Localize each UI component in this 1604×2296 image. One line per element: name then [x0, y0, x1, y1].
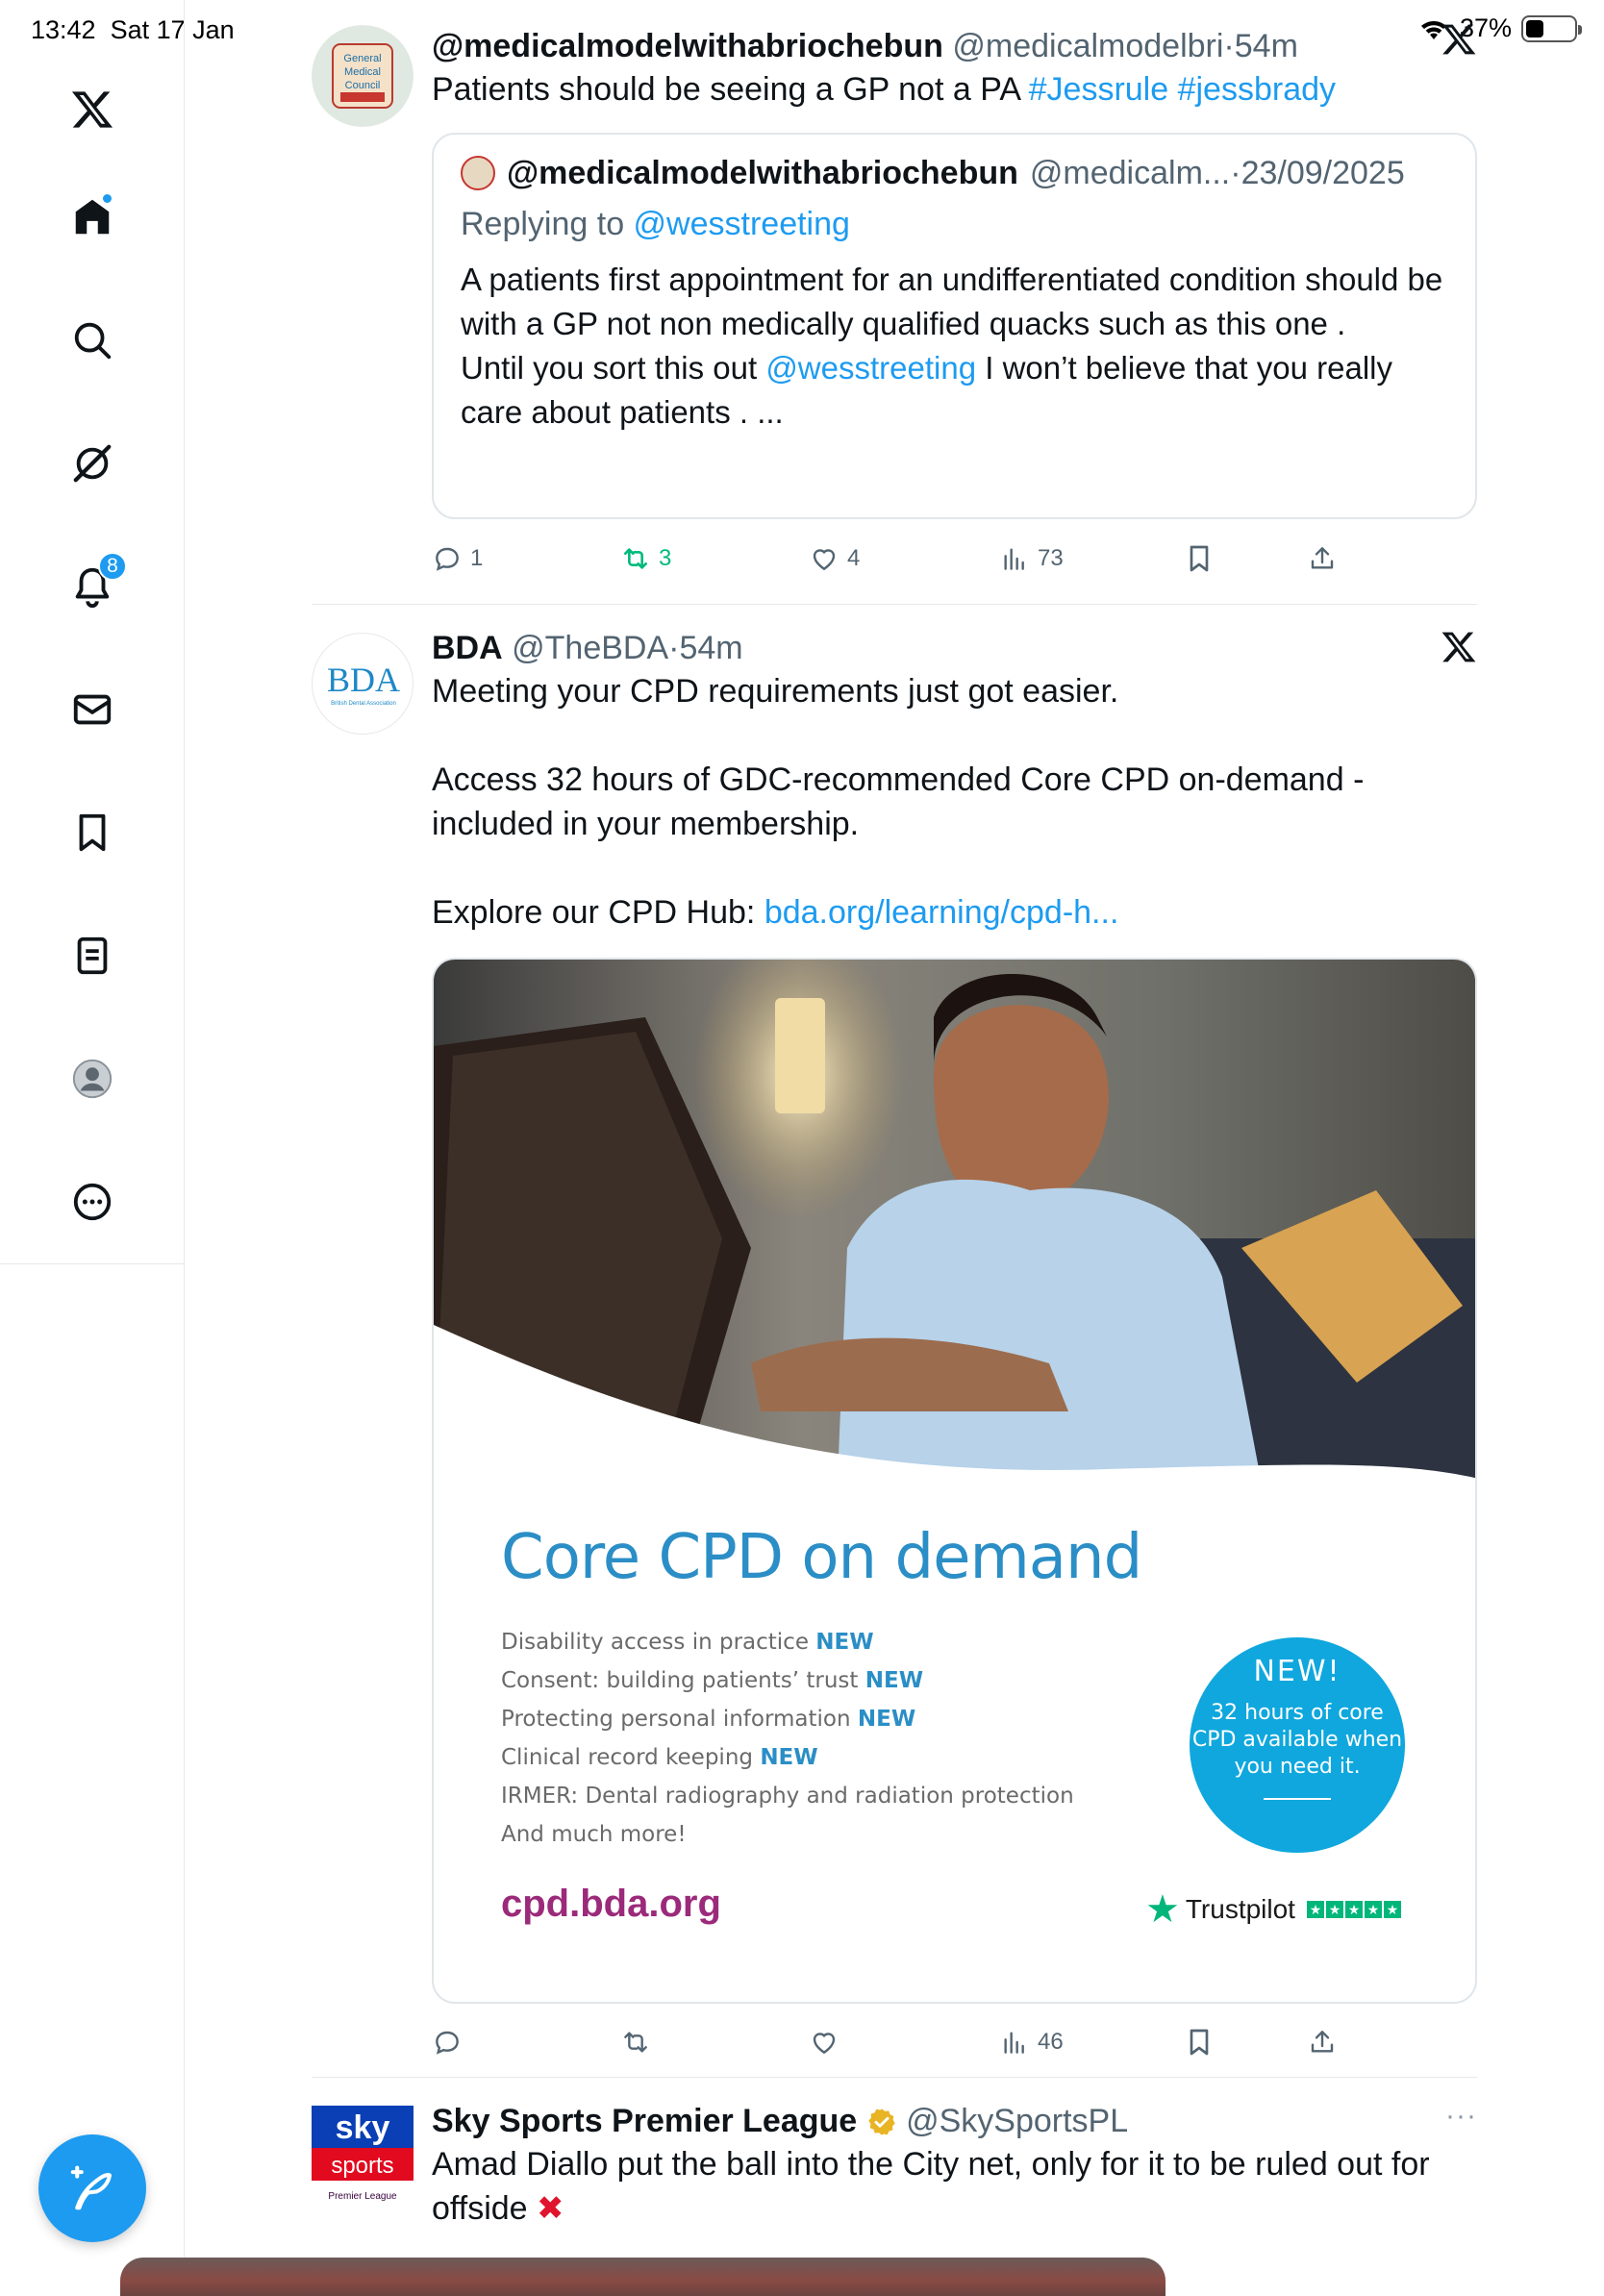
grok-icon [70, 441, 114, 486]
external-link[interactable]: bda.org/learning/cpd-h... [764, 894, 1119, 931]
x-logo-icon [1441, 21, 1477, 58]
list-icon [70, 934, 114, 978]
repost-icon [620, 2027, 651, 2058]
ad-course-item: Disability access in practice NEW [501, 1630, 874, 1655]
verified-badge-icon [866, 2107, 897, 2137]
mail-icon [70, 687, 114, 732]
author-handle[interactable]: @TheBDA [512, 630, 669, 666]
tweet-bda[interactable] [312, 627, 1477, 2069]
ad-course-item: Clinical record keeping NEW [501, 1745, 818, 1770]
tweet-divider [312, 604, 1477, 605]
profile-avatar-icon [70, 1057, 114, 1101]
ad-url: cpd.bda.org [501, 1883, 721, 1925]
svg-text:General: General [343, 53, 382, 64]
tweet-header: @medicalmodelwithabriochebun @medicalmodelbri·54m [432, 28, 1298, 64]
bda-logo-text: BDA [326, 661, 401, 699]
avatar[interactable] [312, 2106, 414, 2208]
tweet-divider [312, 2077, 1477, 2078]
sidebar-item-lists[interactable] [62, 925, 123, 986]
svg-text:Premier League: Premier League [328, 2191, 397, 2202]
tweet-text: Meeting your CPD requirements just got easier. Access 32 hours of GDC-recommended Core CPD on-demand - included in your membership. Explore our CPD Hub: bda.org/learning/cpd-h... [432, 673, 1365, 931]
repost-button[interactable]: 3 [620, 543, 671, 574]
author-name[interactable]: BDA [432, 630, 503, 666]
tweet-actions [432, 2023, 1477, 2061]
tweet-time[interactable]: 54m [679, 630, 743, 666]
avatar[interactable] [312, 25, 414, 127]
bookmark-button[interactable] [1184, 543, 1215, 574]
tweet-media-preview[interactable] [120, 2258, 1165, 2296]
share-button[interactable] [1307, 2027, 1338, 2058]
quote-author-name: @medicalmodelwithabriochebun [507, 155, 1018, 191]
share-icon [1307, 543, 1338, 574]
red-cross-icon: ✖ [537, 2190, 564, 2227]
trustpilot-rating: ★ Trustpilot ★ ★ ★ ★ ★ [1145, 1887, 1401, 1932]
tweet-time[interactable]: 54m [1234, 28, 1298, 64]
quote-author-handle: @medicalm...·23/09/2025 [1029, 155, 1405, 191]
ad-photo-woman-laptop [434, 960, 1477, 1479]
tweet-text: Patients should be seeing a GP not a PA #Jessrule #jessbrady [432, 71, 1337, 108]
hashtag-link[interactable]: #jessbrady [1177, 71, 1337, 108]
sidebar-item-explore[interactable] [62, 310, 123, 371]
battery-icon [1521, 15, 1577, 42]
sidebar-item-grok[interactable] [62, 433, 123, 494]
reply-button[interactable]: 1 [432, 543, 483, 574]
views-chart-icon [999, 2027, 1030, 2058]
reply-icon [432, 2027, 463, 2058]
quote-header [461, 152, 1448, 194]
x-logo-icon [1441, 629, 1477, 665]
bookmark-icon [70, 811, 114, 855]
bookmark-button[interactable] [1184, 2027, 1215, 2058]
more-options-icon[interactable]: ··· [1445, 2100, 1477, 2132]
replying-to: Replying to @wesstreeting [461, 206, 850, 242]
share-icon [1307, 2027, 1338, 2058]
sidebar-item-notifications[interactable] [62, 556, 123, 617]
author-name[interactable]: @medicalmodelwithabriochebun [432, 28, 943, 64]
author-handle[interactable]: @SkySportsPL [906, 2103, 1129, 2139]
tweet-medicalmodel[interactable] [312, 25, 1477, 602]
sidebar-item-more[interactable] [62, 1171, 123, 1233]
hashtag-link[interactable]: #Jessrule [1028, 71, 1169, 108]
ad-course-list [501, 1623, 1074, 1854]
heart-icon [809, 543, 840, 574]
tweet-header: BDA @TheBDA·54m [432, 630, 743, 666]
like-button[interactable] [809, 2027, 840, 2058]
svg-text:Council: Council [344, 80, 381, 91]
notifications-badge: 8 [98, 552, 127, 581]
svg-text:Medical: Medical [344, 66, 381, 78]
more-circle-icon [70, 1180, 114, 1224]
search-icon [70, 318, 114, 362]
views-button[interactable]: 46 [999, 2027, 1064, 2058]
ad-media-card[interactable] [432, 958, 1477, 2004]
ad-new-badge: NEW! 32 hours of core CPD available when you need it. [1190, 1637, 1405, 1853]
author-name[interactable]: Sky Sports Premier League [432, 2103, 858, 2139]
quote-avatar [461, 156, 495, 190]
sidebar-item-home[interactable] [62, 187, 123, 248]
views-chart-icon [999, 543, 1030, 574]
trustpilot-stars-icon: ★ ★ ★ ★ ★ [1307, 1901, 1401, 1918]
like-button[interactable]: 4 [809, 543, 860, 574]
quote-tweet-card[interactable] [432, 133, 1477, 519]
svg-text:sky: sky [335, 2109, 390, 2146]
mention-link[interactable]: @wesstreeting [633, 206, 850, 242]
status-time: 13:42 Sat 17 Jan [31, 15, 235, 44]
sidebar-item-profile[interactable] [62, 1048, 123, 1110]
trustpilot-star-icon: ★ [1145, 1888, 1180, 1931]
reply-button[interactable] [432, 2027, 463, 2058]
tweet-actions [432, 539, 1477, 578]
author-handle[interactable]: @medicalmodelbri [952, 28, 1224, 64]
compose-feather-icon [66, 2162, 118, 2214]
mention-link[interactable]: @wesstreeting [765, 350, 977, 386]
sidebar-item-messages[interactable] [62, 679, 123, 740]
tweet-header [432, 2100, 1477, 2142]
ad-course-item: IRMER: Dental radiography and radiation protection [501, 1784, 1074, 1809]
svg-text:British Dental Association: British Dental Association [331, 701, 396, 707]
bookmark-icon [1184, 543, 1215, 574]
views-button[interactable]: 73 [999, 543, 1064, 574]
repost-icon [620, 543, 651, 574]
bookmark-icon [1184, 2027, 1215, 2058]
ad-title: Core CPD on demand [501, 1522, 1142, 1593]
ad-course-item: And much more! [501, 1822, 687, 1847]
avatar[interactable] [312, 633, 414, 735]
svg-text:sports: sports [331, 2153, 394, 2179]
compose-button[interactable] [38, 2134, 146, 2242]
heart-icon [809, 2027, 840, 2058]
reply-icon [432, 543, 463, 574]
ad-course-item: Protecting personal information NEW [501, 1707, 916, 1732]
sidebar-nav [0, 0, 185, 2296]
ad-course-item: Consent: building patients’ trust NEW [501, 1668, 924, 1693]
home-unread-dot [101, 192, 113, 205]
tweet-text: Amad Diallo put the ball into the City net, only for it to be ruled out for offside ✖ [432, 2146, 1430, 2227]
battery-percent: 37% [1459, 13, 1512, 42]
sidebar-item-bookmarks[interactable] [62, 802, 123, 863]
sidebar-divider [0, 1263, 185, 1264]
quote-text: A patients first appointment for an undifferentiated condition should be with a GP not non medically qualified quacks such as this one . Until you sort this out @wesstreeting I won’t believe that you really care about patients . ... [461, 262, 1443, 430]
share-button[interactable] [1307, 543, 1338, 574]
x-logo-icon[interactable] [62, 79, 123, 140]
repost-button[interactable] [620, 2027, 651, 2058]
